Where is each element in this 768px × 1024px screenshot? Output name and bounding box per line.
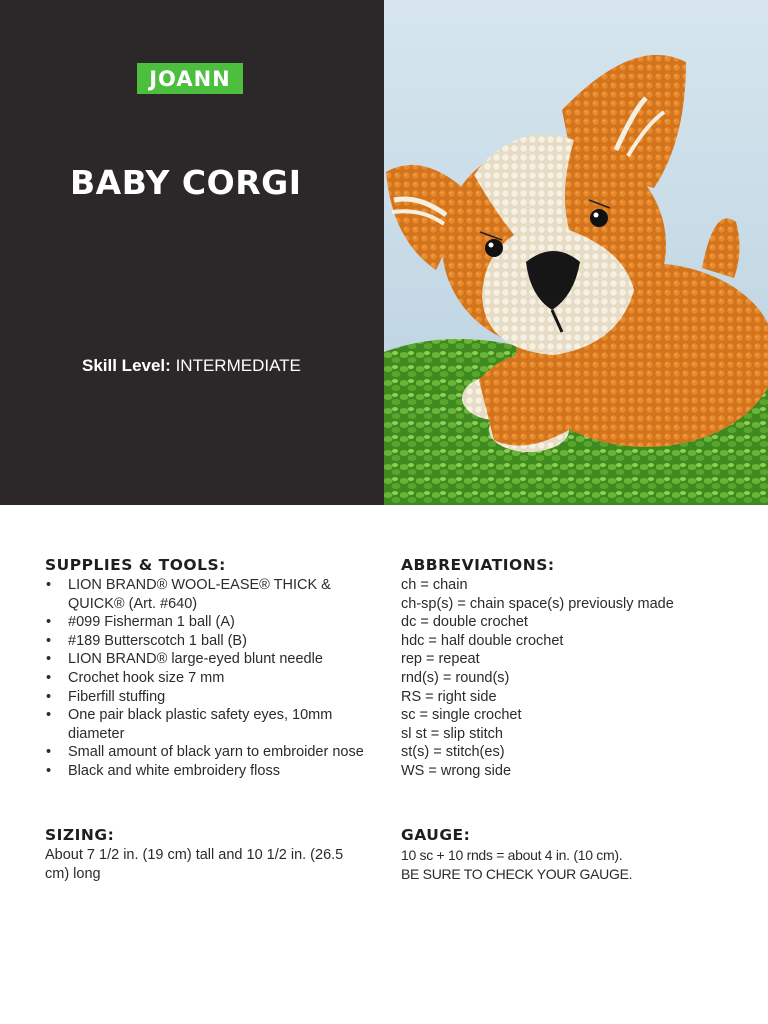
hero-title-panel [0, 0, 384, 505]
list-item: st(s) = stitch(es) [401, 744, 505, 761]
list-item: RS = right side [401, 688, 497, 705]
list-item: WS = wrong side [401, 762, 512, 779]
joann-logo: JOANN [137, 63, 243, 94]
list-item: • Crochet hook size 7 mm [45, 669, 375, 688]
list-item: hdc = half double crochet [401, 632, 564, 649]
list-item: • One pair black plastic safety eyes, 10mm diameter [45, 706, 375, 743]
list-item: • Fiberfill stuffing [45, 688, 375, 707]
list-item: • LION BRAND® WOOL-EASE® THICK & QUICK® (Art. #640) [45, 576, 375, 613]
pattern-title: BABY CORGI [70, 163, 302, 202]
gauge-warning: BE SURE TO CHECK YOUR GAUGE. [401, 865, 633, 882]
sizing-text: About 7 1/2 in. (19 cm) tall and 10 1/2 in. (26.5 cm) long [45, 847, 344, 882]
sizing-heading: SIZING: [45, 826, 115, 844]
skill-level-label: Skill Level: [82, 356, 171, 375]
list-item: ch = chain [401, 577, 468, 593]
gauge-heading: GAUGE: [401, 826, 471, 844]
supplies-section [45, 556, 375, 781]
list-item: • #189 Butterscotch 1 ball (B) [45, 632, 375, 651]
list-item: • Small amount of black yarn to embroider nose [45, 743, 375, 762]
list-item: • LION BRAND® large-eyed blunt needle [45, 650, 375, 669]
abbreviations-section [401, 556, 741, 781]
list-item: rep = repeat [401, 651, 480, 668]
list-item: rnd(s) = round(s) [401, 669, 510, 686]
list-item: • Black and white embroidery floss [45, 762, 375, 781]
gauge-section [401, 826, 741, 883]
list-item: sc = single crochet [401, 707, 522, 724]
abbreviations-heading: ABBREVIATIONS: [401, 556, 555, 574]
abbreviations-list [401, 576, 741, 781]
corgi-photo [384, 0, 768, 505]
list-item: dc = double crochet [401, 614, 528, 631]
gauge-text: 10 sc + 10 rnds = about 4 in. (10 cm). [401, 847, 623, 863]
hero-banner [0, 0, 768, 505]
supplies-list [45, 576, 375, 781]
list-item: ch-sp(s) = chain space(s) previously made [401, 595, 674, 612]
skill-level-value: INTERMEDIATE [175, 356, 301, 375]
list-item: sl st = slip stitch [401, 725, 503, 742]
supplies-heading: SUPPLIES & TOOLS: [45, 556, 226, 574]
skill-level [82, 356, 301, 376]
sizing-section [45, 826, 360, 883]
list-item: • #099 Fisherman 1 ball (A) [45, 613, 375, 632]
